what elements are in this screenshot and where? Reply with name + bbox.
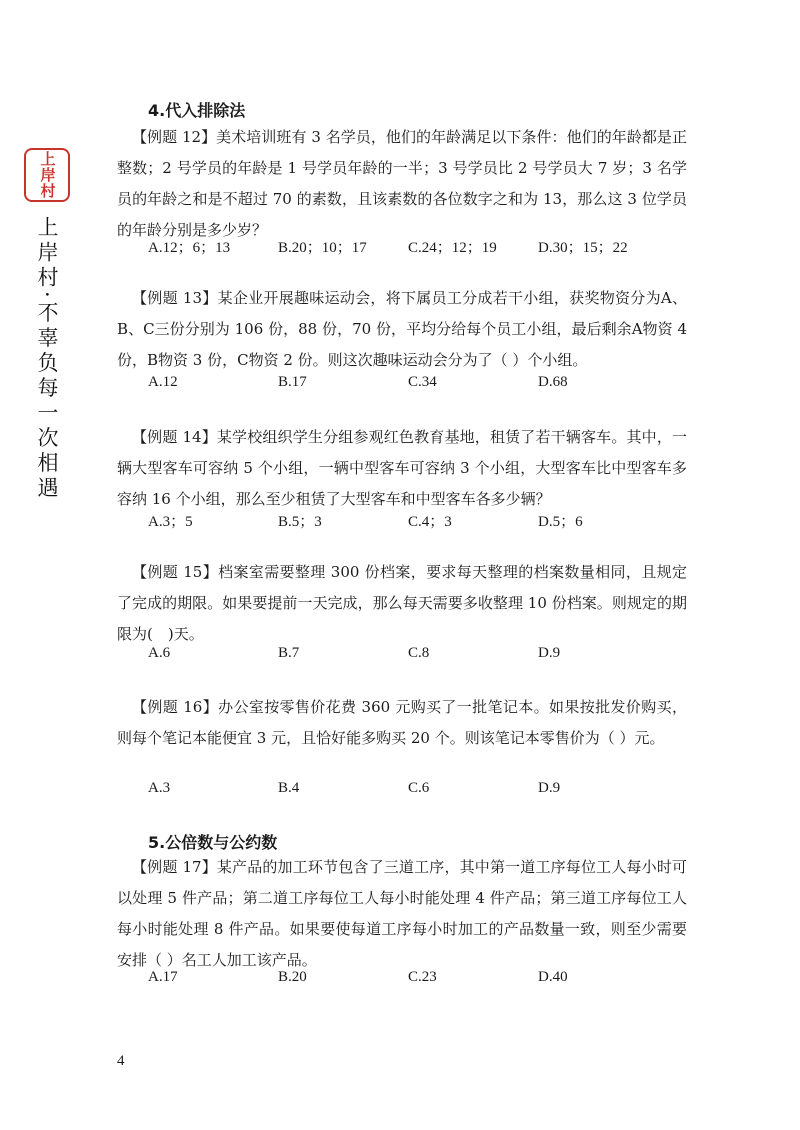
brand-seal-text: 上岸村 xyxy=(38,151,57,199)
page-number: 4 xyxy=(117,1053,125,1069)
option-b: B.4 xyxy=(278,780,300,796)
question-block xyxy=(117,422,687,515)
option-d: D.68 xyxy=(538,374,568,390)
option-d: D.9 xyxy=(538,645,561,661)
option-a: A.17 xyxy=(148,969,178,985)
option-a: A.3；5 xyxy=(148,514,193,530)
option-a: A.3 xyxy=(148,780,171,796)
question-text: 【例题 14】某学校组织学生分组参观红色教育基地，租赁了若干辆客车。其中，一辆大型客车可容纳 5 个小组，一辆中型客车可容纳 3 个小组，大型客车比中型客车多容纳 16 个小组，那么至少租赁了大型客车和中型客车各多少辆？ xyxy=(117,428,687,508)
question-block xyxy=(117,557,687,650)
option-c: C.34 xyxy=(408,374,437,390)
option-d: D.5；6 xyxy=(538,514,583,530)
options-row xyxy=(148,645,688,669)
sidebar-brand xyxy=(22,148,72,502)
question-block xyxy=(117,283,687,376)
options-row xyxy=(148,510,688,534)
question-block xyxy=(117,692,687,754)
question-text: 【例题 13】某企业开展趣味运动会，将下属员工分成若干小组，获奖物资分为A、B、C三份分别为 106 份，88 份，70 份，平均分给每个员工小组，最后剩余A物资 4 份，B物资 3 份，C物资 2 份。则这次趣味运动会分为了（ ）个小组。 xyxy=(117,289,687,369)
question-text: 【例题 17】某产品的加工环节包含了三道工序，其中第一道工序每位工人每小时可以处理 5 件产品；第二道工序每位工人每小时能处理 4 件产品；第三道工序每位工人每小时能处理 8 件产品。如果要使每道工序每小时加工的产品数量一致，则至少需要安排（ ）名工人加工该产品。 xyxy=(117,858,687,969)
option-a: A.12 xyxy=(148,374,178,390)
option-a: A.12；6；13 xyxy=(148,240,231,256)
question-text: 【例题 15】档案室需要整理 300 份档案，要求每天整理的档案数量相同，且规定了完成的期限。如果要提前一天完成，那么每天需要多收整理 10 份档案。则规定的期限为( )天。 xyxy=(117,563,687,643)
options-row xyxy=(148,374,688,398)
question-block xyxy=(117,852,687,976)
section-title: 4.代入排除法 xyxy=(148,101,246,120)
question-text: 【例题 16】办公室按零售价花费 360 元购买了一批笔记本。如果按批发价购买，则每个笔记本能便宜 3 元，且恰好能多购买 20 个。则该笔记本零售价为（ ）元。 xyxy=(117,698,687,747)
option-c: C.23 xyxy=(408,969,437,985)
option-d: D.40 xyxy=(538,969,568,985)
brand-seal-logo xyxy=(24,148,70,202)
option-b: B.7 xyxy=(278,645,300,661)
option-b: B.20 xyxy=(278,969,307,985)
question-text: 【例题 12】美术培训班有 3 名学员，他们的年龄满足以下条件：他们的年龄都是正整数；2 号学员的年龄是 1 号学员年龄的一半；3 号学员比 2 号学员大 7 岁；3 名学员的年龄之和是不超过 70 的素数，且该素数的各位数字之和为 13，那么这 3 位学员的年龄分别是多少岁？ xyxy=(117,128,687,239)
brand-slogan: 上岸村·不辜负每一次相遇 xyxy=(35,216,59,502)
option-d: D.30；15；22 xyxy=(538,240,628,256)
option-d: D.9 xyxy=(538,780,561,796)
options-row xyxy=(148,969,688,993)
option-b: B.17 xyxy=(278,374,307,390)
option-c: C.24；12；19 xyxy=(408,240,497,256)
option-c: C.6 xyxy=(408,780,430,796)
option-c: C.4；3 xyxy=(408,514,452,530)
option-b: B.20；10；17 xyxy=(278,240,367,256)
options-row xyxy=(148,236,688,260)
options-row xyxy=(148,780,688,804)
section-title: 5.公倍数与公约数 xyxy=(148,833,278,852)
option-a: A.6 xyxy=(148,645,171,661)
question-block xyxy=(117,122,687,246)
option-b: B.5；3 xyxy=(278,514,322,530)
option-c: C.8 xyxy=(408,645,430,661)
